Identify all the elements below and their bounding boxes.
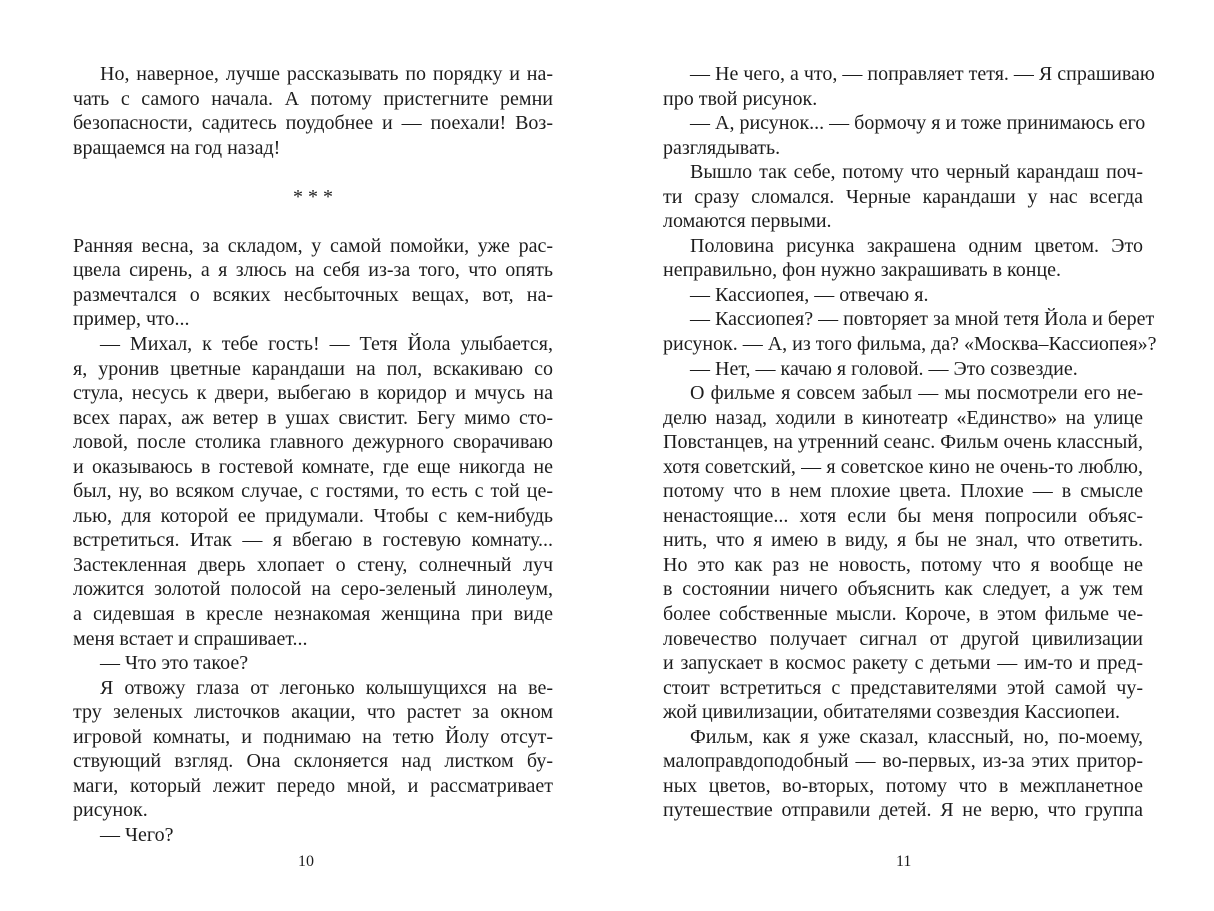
text-line: ти сразу сломался. Черные карандаши у нас всегда: [663, 185, 1143, 208]
text-line: и запускает в космос ракету с детьми — им-то и пред-: [663, 652, 1143, 675]
section-break: * * *: [293, 185, 333, 208]
text-line: ствующий взгляд. Она склоняется над листком бу-: [73, 750, 553, 773]
text-line: потому что в нем плохие цвета. Плохие — в смысле: [663, 480, 1143, 503]
text-line: ложится золотой полосой на серо-зеленый линолеум,: [73, 578, 553, 601]
text-line: — Чего?: [100, 823, 174, 846]
text-line: игровой комнаты, и поднимаю на тетю Йолу отсут-: [73, 725, 553, 748]
blank-line: [73, 209, 553, 234]
text-line: лью, для которой ее придумали. Чтобы с кем-нибудь: [73, 504, 553, 527]
blank-line: [73, 160, 553, 185]
text-line: — Не чего, а что, — поправляет тетя. — Я спрашиваю: [690, 63, 1155, 85]
text-line: стоит встретиться с представителями этой самой чу-: [663, 676, 1143, 699]
text-line: и оказываюсь в гостевой комнате, где еще никогда не: [73, 455, 553, 478]
text-line: Вышло так себе, потому что черный карандаш поч-: [690, 161, 1143, 184]
text-line: — Михал, к тебе гость! — Тетя Йола улыбается,: [100, 333, 553, 356]
text-line: пример, что...: [73, 308, 190, 331]
text-line: Фильм, как я уже сказал, классный, но, по-моему,: [690, 725, 1143, 748]
text-line: Повстанцев, на утренний сеанс. Фильм очень классный,: [663, 431, 1143, 454]
text-line: рисунок. — А, из того фильма, да? «Москва–Кассиопея»?: [663, 333, 1157, 356]
text-line: был, ну, во всяком случае, с гостями, то есть с той це-: [73, 480, 553, 503]
text-line: Половина рисунка закрашена одним цветом. Это: [690, 234, 1143, 257]
text-line: чать с самого начала. А потому пристегните ремни: [73, 87, 553, 110]
text-line: в состоянии ничего объяснить как следует, а уж тем: [663, 578, 1143, 601]
text-line: ловой, после столика главного дежурного сворачиваю: [73, 431, 553, 454]
left-page: [73, 62, 553, 848]
text-line: О фильме я совсем забыл — мы посмотрели его не-: [690, 382, 1143, 405]
text-line: цвела сирень, а я злюсь на себя из-за того, что опять: [73, 259, 553, 282]
text-line: путешествие отправили детей. Я не верю, что группа: [663, 799, 1143, 822]
text-line: тру зеленых листочков акации, что растет за окном: [73, 701, 553, 724]
text-line: Но это как раз не новость, потому что я вообще не: [663, 553, 1143, 576]
text-line: а сидевшая в кресле незнакомая женщина при виде: [73, 603, 553, 626]
text-line: меня встает и спрашивает...: [73, 627, 308, 650]
text-line: стула, несусь к двери, выбегаю в коридор и мчусь на: [73, 382, 553, 405]
text-line: Ранняя весна, за складом, у самой помойки, уже рас-: [73, 234, 553, 257]
page-number-left: 10: [298, 853, 314, 870]
text-line: ненастоящие... хотя если бы меня попросили объяс-: [663, 504, 1143, 527]
text-line: маги, который лежит передо мной, и рассматривает: [73, 774, 553, 797]
text-line: ных цветов, во-вторых, потому что в межпланетное: [663, 774, 1143, 797]
text-line: всех парах, аж ветер в ушах свистит. Бегу мимо сто-: [73, 406, 553, 429]
text-line: неправильно, фон нужно закрашивать в конце.: [663, 259, 1062, 282]
text-line: нить, что я имею в виду, я бы не знал, что ответить.: [663, 529, 1143, 552]
text-line: безопасности, садитесь поудобнее и — поехали! Воз-: [73, 112, 553, 135]
text-line: разглядывать.: [663, 136, 781, 159]
text-line: хотя советский, — я советское кино не очень-то люблю,: [663, 455, 1143, 478]
text-line: Застекленная дверь хлопает о стену, солнечный луч: [73, 553, 553, 576]
text-line: малоправдоподобный — во-первых, из-за этих притор-: [663, 750, 1143, 773]
text-line: Но, наверное, лучше рассказывать по порядку и на-: [100, 63, 553, 85]
right-page: [663, 62, 1157, 823]
text-line: я, уронив цветные карандаши на пол, вскакиваю со: [73, 357, 553, 380]
text-line: жой цивилизации, обитателями созвездия Кассиопеи.: [663, 701, 1121, 724]
text-line: рисунок.: [73, 799, 148, 822]
text-line: — Нет, — качаю я головой. — Это созвездие.: [690, 357, 1078, 380]
text-line: Я отвожу глаза от легонько колышущихся на ве-: [100, 676, 553, 699]
page-number-right: 11: [896, 853, 912, 870]
text-line: — А, рисунок... — бормочу я и тоже принимаюсь его: [690, 112, 1146, 135]
text-line: более собственные мысли. Короче, в этом фильме че-: [663, 603, 1143, 626]
text-line: — Что это такое?: [100, 652, 249, 675]
text-line: вращаемся на год назад!: [73, 136, 281, 159]
text-line: — Кассиопея, — отвечаю я.: [690, 283, 929, 306]
text-line: делю назад, ходили в кинотеатр «Единство» на улице: [663, 406, 1143, 429]
text-line: — Кассиопея? — повторяет за мной тетя Йола и берет: [690, 308, 1155, 331]
text-line: про твой рисунок.: [663, 87, 818, 110]
text-line: ломаются первыми.: [663, 210, 832, 233]
text-line: ловечество получает сигнал от другой цивилизации: [663, 627, 1143, 650]
text-line: размечтался о всяких несбыточных вещах, вот, на-: [73, 283, 553, 306]
text-line: встретиться. Итак — я вбегаю в гостевую комнату...: [73, 529, 553, 552]
